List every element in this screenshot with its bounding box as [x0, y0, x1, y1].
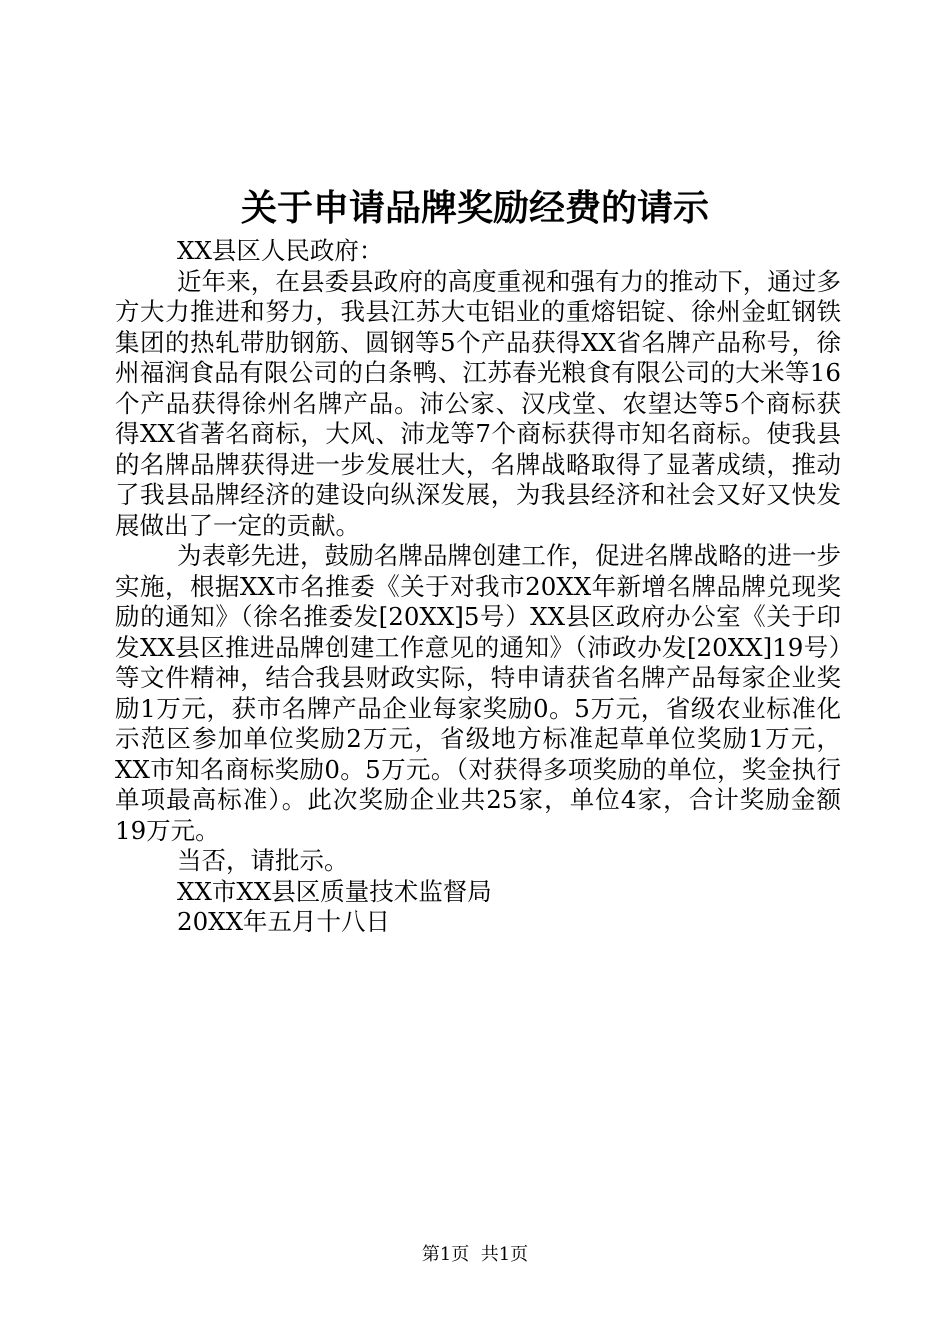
- document-title: 关于申请品牌奖励经费的请示: [240, 187, 709, 229]
- salutation: XX县区人民政府：: [177, 236, 384, 265]
- body-paragraph-2: 为表彰先进，鼓励名牌品牌创建工作，促进名牌战略的进一步实施，根据XX市名推委《关于对我市20XX年新增名牌品牌兑现奖励的通知》（徐名推委发[20XX]5号）XX县区政府办公室《关于印发XX县区推进品牌创建工作意见的通知》（沛政办发[20XX]19号）等文件精神，结合我县财政实际，特申请获省名牌产品每家企业奖励1万元，获市名牌产品企业每家奖励0。5万元，省级农业标准化示范区参加单位奖励2万元，省级地方标准起草单位奖励1万元，XX市知名商标奖励0。5万元。（对获得多项奖励的单位，奖金执行单项最高标准）。此次奖励企业共25家，单位4家，合计奖励金额19万元。: [115, 541, 841, 845]
- body-paragraph-1: 近年来，在县委县政府的高度重视和强有力的推动下，通过多方大力推进和努力，我县江苏大屯铝业的重熔铝锭、徐州金虹钢铁集团的热轧带肋钢筋、圆钢等5个产品获得XX省名牌产品称号，徐州福润食品有限公司的白条鸭、江苏春光粮食有限公司的大米等16个产品获得徐州名牌产品。沛公家、汉戌堂、农望达等5个商标获得XX省著名商标，大风、沛龙等7个商标获得市知名商标。使我县的名牌品牌获得进一步发展壮大，名牌战略取得了显著成绩，推动了我县品牌经济的建设向纵深发展，为我县经济和社会又好又快发展做出了一定的贡献。: [115, 266, 841, 540]
- document-date: 20XX年五月十八日: [177, 907, 391, 936]
- page-number: 第1页 共1页: [421, 1244, 529, 1265]
- sender-name: XX市XX县区质量技术监督局: [177, 876, 492, 906]
- document-body: [115, 236, 841, 938]
- page-footer: [0, 1244, 950, 1266]
- closing-line: 当否，请批示。: [177, 846, 349, 875]
